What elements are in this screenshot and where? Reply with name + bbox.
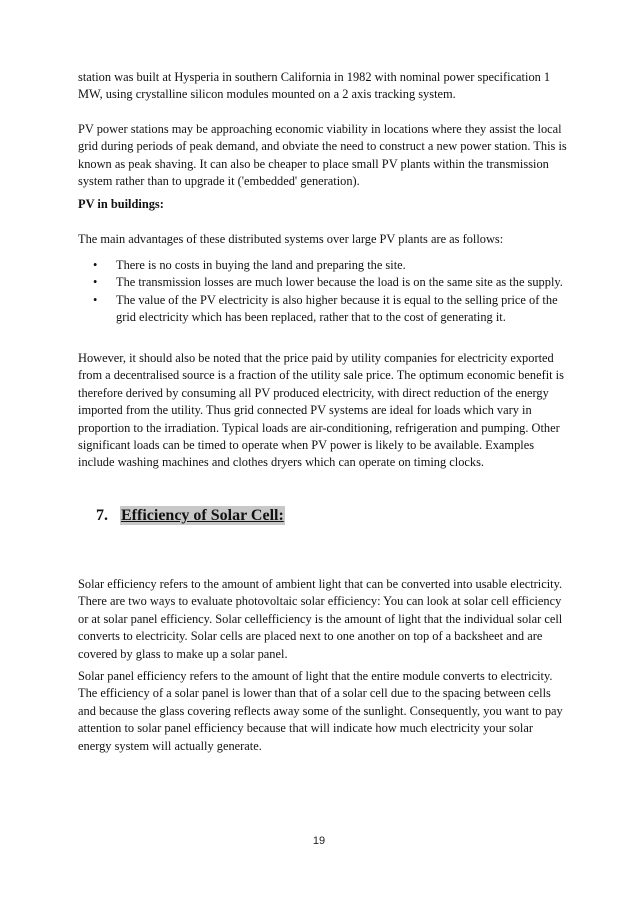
bullet-icon: • <box>93 258 98 272</box>
bullet-icon: • <box>93 292 98 307</box>
paragraph-solar-efficiency: Solar efficiency refers to the amount of ambient light that can be converted into usable electricity. There are two ways to evaluate photovoltaic solar efficiency: You can look at solar cell efficiency or at solar panel efficiency. Solar cellefficiency is the amount of light that the individual solar cell converts to electricity. Solar cells are placed next to one another on top of a backsheet and are covered by glass to make up a solar panel. <box>78 577 563 661</box>
list-item <box>78 274 568 291</box>
paragraph-advantages-intro: The main advantages of these distributed systems over large PV plants are as follows: <box>78 232 504 246</box>
list-item <box>78 257 568 274</box>
advantages-list <box>78 257 568 327</box>
subheading-pv-in-buildings: PV in buildings: <box>78 197 164 211</box>
list-item-text: The value of the PV electricity is also higher because it is equal to the selling price of the grid electricity which has been replaced, rather that to the cost of generating it. <box>116 292 558 325</box>
paragraph-peak-shaving: PV power stations may be approaching economic viability in locations where they assist the local grid during periods of peak demand, and obviate the need to construct a new power station. This is known as peak shaving. It can also be cheaper to place small PV plants within the transmission system rather than to upgrade it ('embedded' generation). <box>78 122 567 189</box>
paragraph-grid-economics: However, it should also be noted that the price paid by utility companies for electricity exported from a decentralised source is a fraction of the utility sale price. The optimum economic benefit is therefore derived by consuming all PV produced electricity, with direct reduction of the energy imported from the utility. Thus grid connected PV systems are ideal for loads which vary in proportion to the irradiation. Typical loads are air-conditioning, refrigeration and pumping. Other significant loads can be timed to operate when PV power is likely to be available. Examples include washing machines and clothes dryers which can operate on timing clocks. <box>78 351 564 470</box>
list-item-text: There is no costs in buying the land and preparing the site. <box>116 258 406 272</box>
list-item-text: The transmission losses are much lower because the load is on the same site as the supply. <box>116 275 563 290</box>
bullet-icon: • <box>93 275 98 290</box>
section-number: 7. <box>96 507 108 524</box>
paragraph-hysperia: station was built at Hysperia in southern California in 1982 with nominal power specification 1 MW, using crystalline silicon modules mounted on a 2 axis tracking system. <box>78 70 551 102</box>
section-title: Efficiency of Solar Cell: <box>121 507 284 524</box>
list-item <box>78 292 568 327</box>
paragraph-panel-efficiency: Solar panel efficiency refers to the amount of light that the entire module converts to electricity. The efficiency of a solar panel is lower than that of a solar cell due to the spacing between cells and because the glass covering reflects away some of the sunlight. Consequently, you want to pay attention to solar panel efficiency because that will indicate how much electricity your solar energy system will actually generate. <box>78 669 563 753</box>
page-number: 19 <box>312 835 326 847</box>
section-heading <box>96 507 285 525</box>
